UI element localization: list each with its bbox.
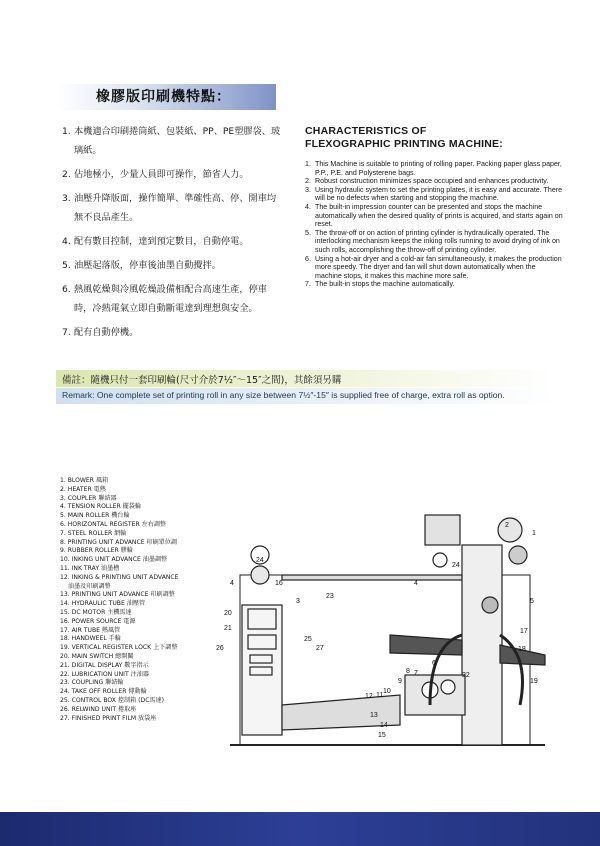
en-title-line2: FLEXOGRAPHIC PRINTING MACHINE:: [305, 138, 503, 150]
diagram-callout-24: 24: [452, 562, 460, 569]
features-en-item-text: Using a hot-air dryer and a cold-air fan simultaneously, it makes the production more speedy. The dryer and fan will shut down automatically when the machine stops, it makes this machine more safe.: [315, 254, 562, 280]
features-zh-item-number: 1.: [62, 126, 71, 137]
features-en-item: [305, 177, 563, 186]
parts-list-item: 5. MAIN ROLLER 機台輪: [60, 512, 130, 520]
parts-list-item: 4. TENSION ROLLER 擺袋輪: [60, 503, 141, 511]
features-en-item-number: 5.: [305, 228, 311, 237]
footer-bar: [0, 812, 600, 846]
rewind-unit: [390, 635, 462, 655]
blower-box: [425, 515, 460, 545]
features-zh-item-number: 2.: [62, 169, 71, 180]
diagram-callout-22: 22: [462, 672, 470, 679]
features-en-item-text: The built-in impression counter can be presented and stops the machine automatically when the desired quality of prints is acquired, and starts again on reset.: [315, 202, 563, 229]
features-zh-item-number: 4.: [62, 236, 71, 247]
diagram-callout-21: 21: [224, 625, 232, 632]
features-en-item: [305, 160, 563, 177]
features-en-item-number: 4.: [305, 202, 311, 211]
top-rail: [282, 575, 462, 580]
parts-list-item: 13. PRINTING UNIT ADVANCE 印刷調整: [60, 591, 175, 599]
diagram-callout-19: 19: [530, 678, 538, 685]
features-en-list: [305, 160, 563, 289]
tension-roller: [433, 553, 447, 567]
features-zh-item: [62, 189, 282, 227]
parts-list-item: 1. BLOWER 風箱: [60, 477, 109, 484]
features-zh-item-number: 7.: [62, 327, 71, 338]
steel-roller: [441, 680, 455, 694]
diagram-callout-23: 23: [326, 593, 334, 600]
parts-list-item: 8. PRINTING UNIT ADVANCE 印刷單位調: [60, 538, 177, 546]
features-zh-item: [62, 232, 282, 251]
page-title: 橡膠版印刷機特點：: [96, 89, 231, 105]
diagram-callout-18: 18: [518, 646, 526, 653]
features-zh-item: [62, 323, 282, 342]
features-zh-item-text: 油壓起落版，停車後油墨自動攪拌。: [74, 260, 221, 271]
features-zh-item-text: 配有數目控制，達到預定數目，自動停電。: [74, 236, 249, 247]
diagram-callout-10: 10: [383, 688, 391, 695]
diagram-callout-4: 4: [414, 580, 418, 587]
features-zh-item-number: 5.: [62, 260, 71, 271]
diagram-callout-15: 15: [378, 732, 386, 739]
blower-fan: [498, 518, 522, 542]
features-zh-list: [62, 122, 282, 347]
diagram-callout-26: 26: [216, 645, 224, 652]
features-en-item-text: This Machine is suitable to printing of rolling paper. Packing paper glass paper, P.P., P.E. and Polysterene bags.: [315, 160, 562, 177]
features-en-item: [305, 186, 563, 203]
parts-list-item: 21. DIGITAL DISPLAY 數字指示: [60, 661, 149, 669]
parts-list-item: 15. DC MOTOR 主機馬達: [60, 608, 132, 616]
parts-list-item: 27. FINISHED PRINT FILM 放袋座: [60, 714, 157, 722]
features-en-item-number: 6.: [305, 254, 311, 263]
parts-list-item: 17. AIR TUBE 熱風管: [60, 626, 121, 634]
diagram-callout-25: 25: [304, 636, 312, 643]
diagram-callout-6: 6: [432, 660, 436, 667]
remark-zh: 備註：隨機只付一套印刷輪(尺寸介於7½″～15″之間)，其餘須另購: [62, 375, 342, 386]
en-title: [305, 125, 565, 151]
features-en-item-number: 7.: [305, 280, 311, 289]
features-zh-item-text: 熱風乾燥與冷風乾燥設備相配合高速生產，停車時，冷熱電氣立即自動斷電達到理想與安全。: [74, 284, 267, 314]
diagram-callout-1: 1: [532, 530, 536, 537]
parts-list-item: 11. INK TRAY 油墨槽: [60, 564, 120, 572]
diagram-callout-4: 4: [230, 580, 234, 587]
parts-list-item: 18. HANDWEEL 手輪: [60, 635, 121, 643]
parts-list-item: 2. HEATER 電熱: [60, 485, 106, 493]
features-zh-item-text: 配有自動停機。: [74, 327, 139, 338]
features-en-item: [305, 203, 563, 229]
parts-list-item: 23. COUPLING 聯結輪: [60, 679, 124, 687]
diagram-callout-8: 8: [406, 668, 410, 675]
features-en-item: [305, 280, 563, 289]
features-zh-item: [62, 122, 282, 160]
diagram-callout-16: 16: [275, 580, 283, 587]
heater-wheel: [509, 546, 527, 564]
diagram-callout-12: 12: [365, 693, 373, 700]
features-en-item-text: Using hydraulic system to set the printing plates, it is easy and accurate. There will be no defects when starting and stopping the machine.: [315, 185, 563, 203]
diagram-callout-11: 11: [376, 692, 384, 699]
power-knob: [251, 566, 269, 584]
features-zh-item: [62, 280, 282, 318]
diagram-callout-2: 2: [505, 522, 509, 529]
parts-list-item: 10. INKING UNIT ADVANCE 油墨調整: [60, 556, 168, 564]
features-en-item-text: The throw-off or on action of printing cylinder is hydraulically operated. The interlocking mechanism keeps the inking rolls running to avoid drying of ink on such rolls, accomplishing the throw-off of printing cylinder.: [315, 228, 560, 254]
parts-list-item: 16. POWER SOURCE 電源: [60, 617, 136, 625]
features-zh-item-text: 本機適合印刷捲筒紙、包裝紙、PP、PE塑膠袋、玻璃紙。: [74, 126, 281, 156]
features-zh-item: [62, 256, 282, 275]
diagram-callout-7: 7: [414, 670, 418, 677]
features-en-item-number: 2.: [305, 177, 311, 186]
parts-list-item: 25. CONTROL BOX 控制箱 (DC馬達): [60, 696, 165, 704]
diagram-callout-27: 27: [316, 645, 324, 652]
parts-list-item: 24. TAKE OFF ROLLER 傳動輪: [60, 688, 147, 696]
features-zh-item-number: 6.: [62, 284, 71, 295]
parts-list-item: 9. RUBBER ROLLER 膠輪: [60, 547, 133, 555]
diagram-callout-20: 20: [224, 610, 232, 617]
features-en-item-text: The built-in stops the machine automatically.: [315, 280, 455, 289]
features-en-item-number: 3.: [305, 185, 311, 194]
features-zh-item-number: 3.: [62, 193, 71, 204]
diagram-callout-17: 17: [520, 628, 528, 635]
parts-list-item: 12. INKING & PRINTING UNIT ADVANCE: [60, 573, 179, 581]
diagram-callout-9: 9: [398, 678, 402, 685]
diagram-callout-5: 5: [530, 598, 534, 605]
machine-diagram: [200, 505, 560, 765]
parts-list-item: 7. STEEL ROLLER 網輪: [60, 529, 127, 537]
parts-list-item: 19. VERTICAL REGISTER LOCK 上下調整: [60, 644, 178, 652]
features-zh-item: [62, 165, 282, 184]
parts-list-item: 6. HORIZONTAL REGISTER 左右調整: [60, 520, 167, 528]
features-en-item: [305, 255, 563, 281]
diagram-callout-13: 13: [370, 712, 378, 719]
features-en-item: [305, 229, 563, 255]
features-en-item-number: 1.: [305, 160, 311, 168]
main-tower: [462, 545, 502, 745]
parts-list-item: 22. LUBRICATION UNIT 注油器: [60, 670, 149, 678]
main-roller: [482, 597, 498, 613]
en-title-line1: CHARACTERISTICS OF: [305, 125, 427, 137]
features-zh-item-text: 油壓升降版面，操作簡單、準確性高、停、開車均無不良品產生。: [74, 193, 277, 223]
parts-list-item: 14. HYDRAULIC TUBE 油壓管: [60, 600, 146, 608]
diagram-callout-24: 24: [256, 557, 264, 564]
parts-list-item: 油墨及印刷調整: [68, 582, 111, 590]
features-zh-item-text: 佔地極小，少量人員即可操作，節省人力。: [74, 169, 249, 180]
parts-list-item: 26. RELWIND UNIT 捲取座: [60, 705, 137, 713]
features-en-item-text: Robust construction minimizes space occupied and enhances productivity.: [315, 177, 549, 186]
remark-en: Remark: One complete set of printing roll in any size between 7½″-15″ is supplied free of charge, extra roll as option.: [62, 390, 505, 400]
parts-list-item: 3. COUPLER 聯結器: [60, 494, 117, 502]
diagram-callout-3: 3: [296, 598, 300, 605]
parts-list-item: 20. MAIN SWITCH 總開關: [60, 652, 134, 660]
diagram-callout-14: 14: [380, 722, 388, 729]
